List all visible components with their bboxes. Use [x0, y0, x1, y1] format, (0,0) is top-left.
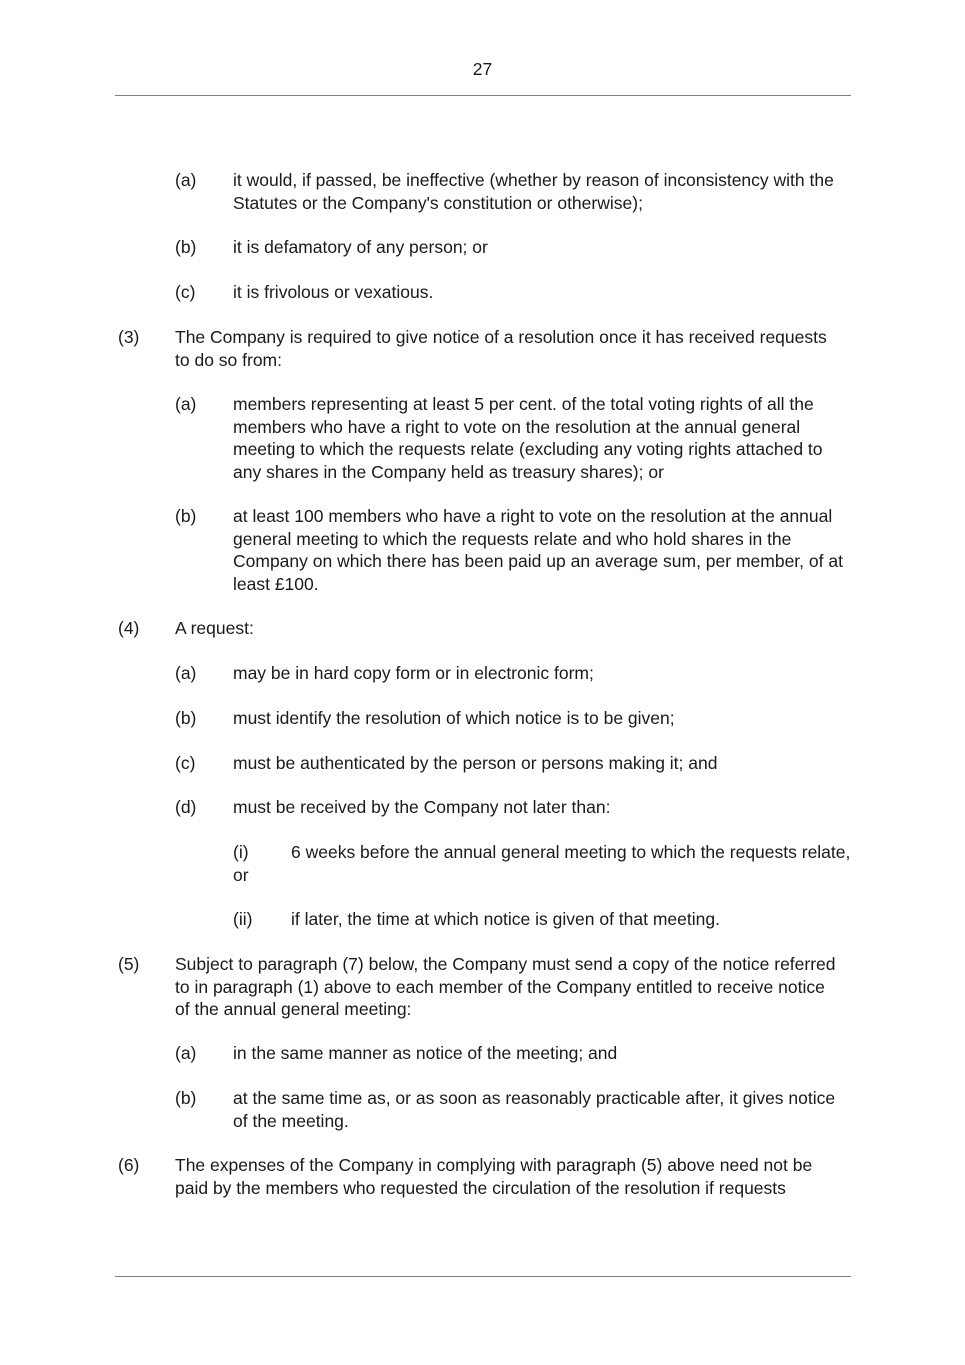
clause-line: of the meeting.	[233, 1110, 349, 1131]
clause-number: (a)	[175, 1043, 197, 1063]
subclause-text	[233, 841, 851, 886]
paragraph-line: to in paragraph (1) above to each member of the Company entitled to receive notice	[175, 976, 825, 997]
clause-line: members who have a right to vote on the resolution at the annual general	[233, 416, 801, 437]
clause-line: Statutes or the Company's constitution or otherwise);	[233, 192, 643, 213]
paragraph-line: A request:	[175, 618, 254, 638]
clause-item-b-same-time	[175, 1087, 835, 1132]
paragraph-number: (5)	[118, 954, 140, 974]
paragraph-text	[175, 953, 836, 1021]
paragraph-3	[118, 326, 827, 371]
clause-number: (d)	[175, 797, 197, 817]
subclause-line: or	[233, 864, 249, 885]
clause-item-c-authenticated	[175, 752, 717, 775]
paragraph-line: The expenses of the Company in complying with paragraph (5) above need not be	[175, 1155, 813, 1175]
paragraph-6	[118, 1154, 812, 1199]
clause-item-b-100-members	[175, 505, 843, 595]
clause-item-a-members-representing	[175, 393, 823, 483]
clause-text	[233, 393, 823, 483]
clause-line: at the same time as, or as soon as reasonably practicable after, it gives notice	[233, 1088, 836, 1108]
clause-number: (b)	[175, 237, 197, 257]
clause-item-d-received	[175, 796, 610, 819]
clause-number: (c)	[175, 282, 196, 302]
subclause-item-i-6-weeks	[233, 841, 850, 886]
paragraph-line: The Company is required to give notice of a resolution once it has received requests	[175, 327, 827, 347]
paragraph-line: of the annual general meeting:	[175, 999, 412, 1019]
clause-line: must be authenticated by the person or persons making it; and	[233, 753, 718, 773]
subclause-line: 6 weeks before the annual general meeting to which the requests relate,	[291, 842, 851, 862]
clause-line: members representing at least 5 per cent. of the total voting rights of all the	[233, 394, 814, 414]
clause-text	[233, 1087, 835, 1132]
clause-number: (b)	[175, 708, 197, 728]
clause-line: meeting to which the requests relate (excluding any voting rights attached to	[233, 439, 823, 459]
paragraph-4	[118, 617, 254, 640]
clause-line: must be received by the Company not later than:	[233, 797, 611, 817]
header-rule	[115, 95, 851, 96]
subclause-number: (i)	[233, 842, 249, 862]
clause-number: (a)	[175, 663, 197, 683]
subclause-number: (ii)	[233, 909, 253, 929]
clause-item-b-identify	[175, 707, 675, 730]
page-number: 27	[472, 59, 493, 79]
clause-text	[233, 1042, 617, 1065]
paragraph-number: (3)	[118, 327, 140, 347]
clause-item-a-same-manner	[175, 1042, 617, 1065]
paragraph-text	[175, 1154, 812, 1199]
clause-line: at least 100 members who have a right to vote on the resolution at the annual	[233, 506, 833, 526]
paragraph-5	[118, 953, 836, 1021]
clause-text	[233, 169, 834, 214]
clause-number: (c)	[175, 753, 196, 773]
clause-item-b-defamatory	[175, 236, 488, 259]
clause-text	[233, 505, 843, 595]
clause-text	[233, 796, 610, 819]
subclause-line: if later, the time at which notice is given of that meeting.	[291, 909, 720, 929]
clause-line: any shares in the Company held as treasury shares); or	[233, 461, 664, 482]
footer-rule	[115, 1276, 851, 1277]
clause-line: least £100.	[233, 573, 319, 594]
clause-line: it is defamatory of any person; or	[233, 237, 488, 257]
clause-line: it is frivolous or vexatious.	[233, 282, 434, 302]
clause-text	[233, 707, 675, 730]
clause-number: (b)	[175, 1088, 197, 1108]
subclause-text	[291, 908, 720, 931]
paragraph-number: (6)	[118, 1155, 140, 1175]
paragraph-line: Subject to paragraph (7) below, the Company must send a copy of the notice referred	[175, 954, 836, 974]
clause-text	[233, 662, 594, 685]
paragraph-number: (4)	[118, 618, 140, 638]
clause-line: must identify the resolution of which notice is to be given;	[233, 708, 675, 728]
clause-number: (a)	[175, 170, 197, 190]
clause-line: general meeting to which the requests relate and who hold shares in the	[233, 528, 792, 549]
clause-text	[233, 752, 717, 775]
clause-number: (a)	[175, 394, 197, 414]
paragraph-line: paid by the members who requested the circulation of the resolution if requests	[175, 1177, 786, 1198]
clause-item-c-frivolous	[175, 281, 433, 304]
subclause-item-ii-if-later	[233, 908, 720, 931]
clause-line: Company on which there has been paid up an average sum, per member, of at	[233, 551, 843, 571]
paragraph-line: to do so from:	[175, 349, 282, 370]
paragraph-text	[175, 326, 827, 371]
clause-number: (b)	[175, 506, 197, 526]
clause-line: it would, if passed, be ineffective (whether by reason of inconsistency with the	[233, 170, 834, 190]
clause-text	[233, 236, 488, 259]
clause-item-a-hard-copy	[175, 662, 594, 685]
clause-line: may be in hard copy form or in electronic form;	[233, 663, 594, 683]
clause-item-a-ineffective	[175, 169, 834, 214]
clause-line: in the same manner as notice of the meeting; and	[233, 1043, 618, 1063]
paragraph-text	[175, 617, 254, 640]
clause-text	[233, 281, 433, 304]
